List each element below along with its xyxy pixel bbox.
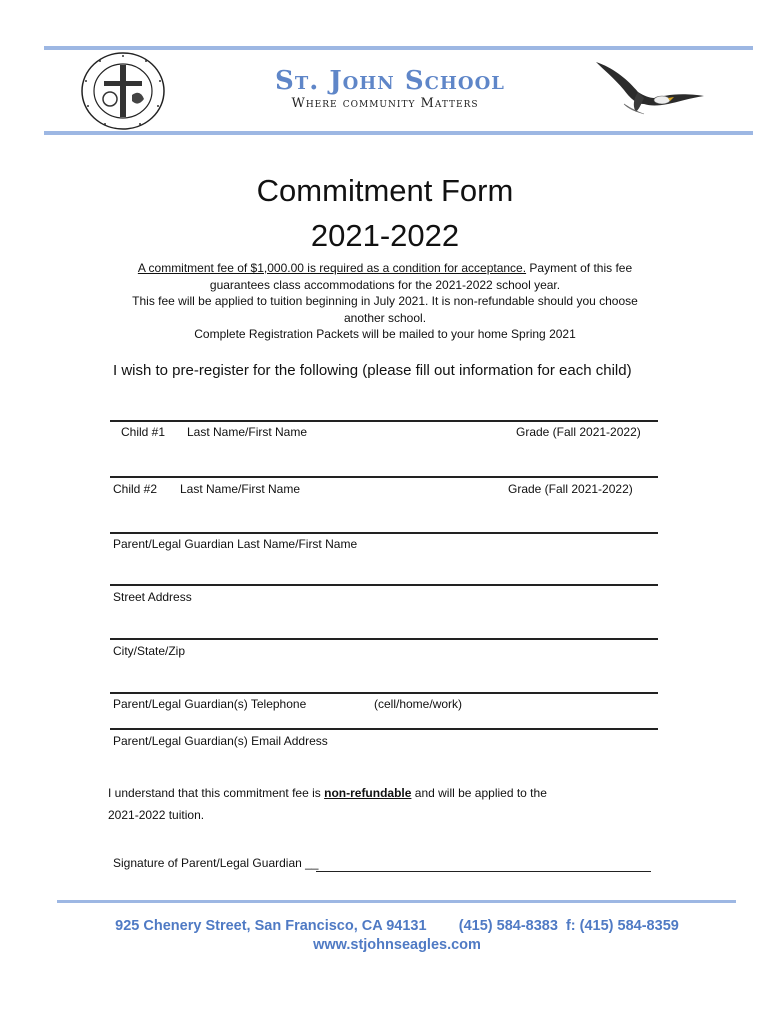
street-address-label: Street Address: [113, 590, 192, 604]
notice-line-3: This fee will be applied to tuition beginning in July 2021. It is non-refundable should you choose: [132, 294, 638, 308]
child1-grade-label: Grade (Fall 2021-2022): [516, 425, 641, 439]
signature-label: Signature of Parent/Legal Guardian __: [113, 856, 319, 870]
footer-address-phone: 925 Chenery Street, San Francisco, CA 94131 (415) 584-8383 f: (415) 584-8359: [115, 918, 679, 934]
telephone-field-line[interactable]: [110, 692, 658, 694]
footer-rule: [57, 900, 736, 903]
non-refundable-emphasis: non-refundable: [324, 786, 412, 800]
footer-website-link[interactable]: www.stjohnseagles.com: [313, 937, 481, 953]
child2-label: Child #2: [113, 482, 158, 496]
header-bottom-rule: [44, 131, 753, 135]
child1-field-line[interactable]: [110, 420, 658, 422]
street-field-line[interactable]: [110, 584, 658, 586]
preregister-instruction: I wish to pre-register for the following (please fill out information for each child): [113, 362, 632, 379]
child2-grade-label: Grade (Fall 2021-2022): [508, 482, 633, 496]
email-label: Parent/Legal Guardian(s) Email Address: [113, 734, 328, 748]
agreement-text-start: I understand that this commitment fee is: [108, 786, 325, 800]
city-state-zip-label: City/State/Zip: [113, 644, 186, 658]
signature-field-line[interactable]: [316, 871, 651, 872]
notice-line-5: Complete Registration Packets will be mailed to your home Spring 2021: [194, 327, 576, 341]
guardian-name-label: Parent/Legal Guardian Last Name/First Name: [113, 537, 358, 551]
form-year: 2021-2022: [310, 218, 460, 253]
city-field-line[interactable]: [110, 638, 658, 640]
agreement-statement: [108, 786, 547, 800]
child1-label: Child #1: [121, 425, 166, 439]
agreement-text-end: and will be applied to the: [411, 786, 547, 800]
school-seal-icon: [80, 51, 166, 131]
notice-line-2: guarantees class accommodations for the 2021-2022 school year.: [209, 277, 561, 292]
telephone-label: Parent/Legal Guardian(s) Telephone: [113, 697, 307, 711]
notice-line-4: another school.: [343, 310, 427, 325]
header-top-rule: [44, 46, 753, 50]
agreement-tuition-year: 2021-2022 tuition.: [108, 808, 205, 822]
guardian-name-field-line[interactable]: [110, 532, 658, 534]
child2-field-line[interactable]: [110, 476, 658, 478]
eagle-icon: [594, 58, 706, 120]
child1-name-label: Last Name/First Name: [187, 425, 308, 439]
notice-fee-requirement: A commitment fee of $1,000.00 is required as a condition for acceptance.: [137, 261, 527, 275]
child2-name-label: Last Name/First Name: [180, 482, 301, 496]
telephone-type-label: (cell/home/work): [374, 697, 463, 711]
email-field-line[interactable]: [110, 728, 658, 730]
school-name: St. John School: [275, 66, 505, 96]
commitment-notice: [110, 260, 660, 343]
form-title: Commitment Form: [256, 173, 514, 208]
school-tagline: Where community Matters: [291, 96, 479, 111]
notice-payment-text: Payment of this fee: [526, 261, 633, 275]
